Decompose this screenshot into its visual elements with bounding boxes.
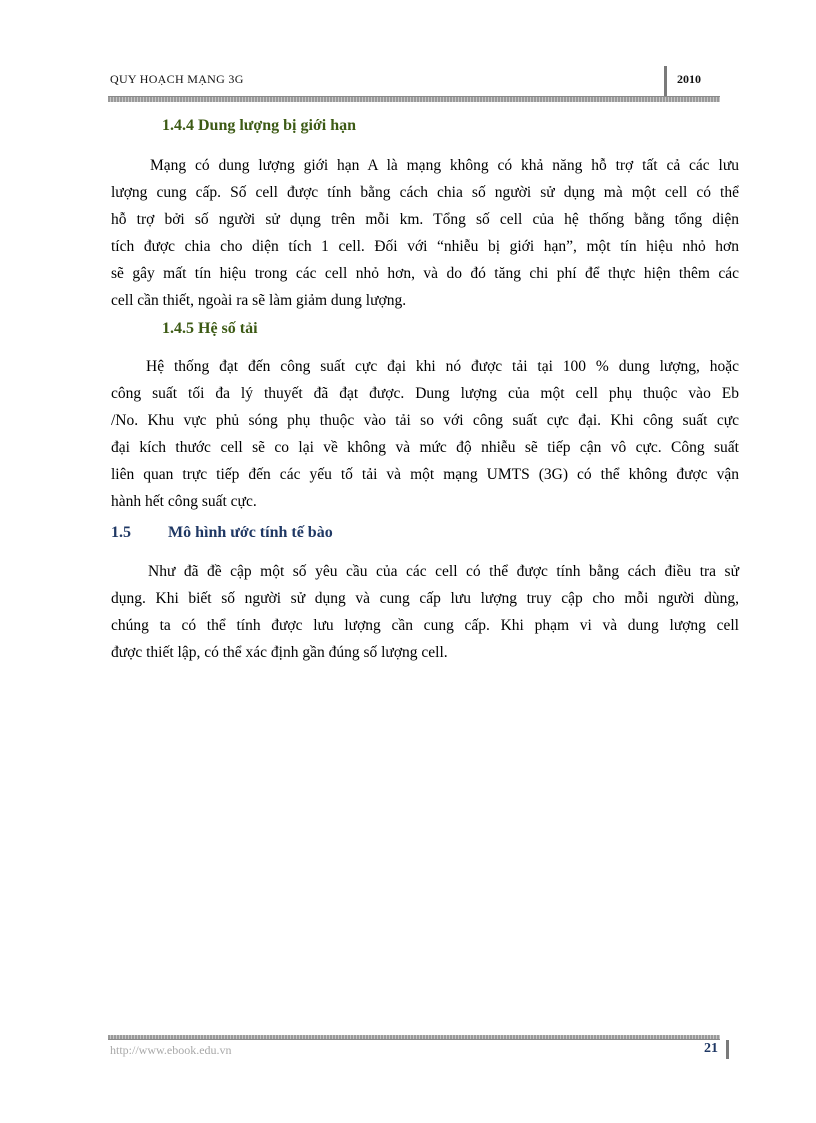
text-line: sẽ gây mất tín hiệu trong các cell nhỏ hơn, và do đó tăng chi phí để thực hiện thêm các — [111, 265, 739, 282]
text-line: được thiết lập, có thể xác định gần đúng số lượng cell. — [111, 644, 448, 661]
text-line: Như đã đề cập một số yêu cầu của các cell có thể được tính bằng cách điều tra sử — [148, 563, 739, 580]
text-line: lượng cung cấp. Số cell được tính bằng cách chia số người sử dụng mà một cell có thể — [111, 184, 739, 201]
text-line: hành hết công suất cực. — [111, 493, 257, 510]
section-number: 1.5 — [111, 524, 131, 541]
text-line: công suất tối đa lý thuyết đã đạt được. Dung lượng của một cell phụ thuộc vào Eb — [111, 385, 739, 402]
section-heading-1-5 — [111, 524, 333, 542]
paragraph-1-4-5 — [111, 353, 739, 515]
text-line: chúng ta có thể tính được lưu lượng cần cung cấp. Khi phạm vi và dung lượng cell — [111, 617, 739, 634]
text-line: Hệ thống đạt đến công suất cực đại khi nó được tải tại 100 % dung lượng, hoặc — [146, 358, 739, 375]
text-line: đại kích thước cell sẽ co lại về không và mức độ nhiễu sẽ tiếp cận vô cực. Công suất — [111, 439, 739, 456]
footer-rule — [108, 1035, 720, 1040]
text-line: cell cần thiết, ngoài ra sẽ làm giảm dung lượng. — [111, 292, 407, 309]
section-title: Mô hình ước tính tế bào — [168, 524, 333, 541]
footer-divider — [726, 1040, 729, 1059]
text-line: dụng. Khi biết số người sử dụng và cung cấp lưu lượng truy cập cho mỗi người dùng, — [111, 590, 739, 607]
section-heading-1-4-5: 1.4.5 Hệ số tải — [162, 320, 258, 337]
footer-url: http://www.ebook.edu.vn — [110, 1043, 232, 1057]
header-rule — [108, 96, 720, 102]
text-line: Mạng có dung lượng giới hạn A là mạng không có khả năng hỗ trợ tất cả các lưu — [150, 157, 739, 174]
text-line: hỗ trợ bởi số người sử dụng trên mỗi km. Tổng số cell của hệ thống bằng tổng diện — [111, 211, 739, 228]
running-header-year: 2010 — [677, 72, 701, 86]
header-divider — [664, 66, 667, 96]
section-heading-1-4-4: 1.4.4 Dung lượng bị giới hạn — [162, 117, 357, 134]
text-line: liên quan trực tiếp đến các yếu tố tải và một mạng UMTS (3G) có thể không được vận — [111, 466, 739, 483]
page-number: 21 — [704, 1041, 718, 1056]
paragraph-1-5 — [111, 558, 739, 666]
text-line: tích được chia cho diện tích 1 cell. Đối với “nhiễu bị giới hạn”, một tín hiệu nhỏ hơn — [111, 238, 739, 255]
text-line: /No. Khu vực phủ sóng phụ thuộc vào tải so với công suất cực đại. Khi công suất cực — [111, 412, 739, 429]
paragraph-1-4-4 — [111, 152, 739, 314]
running-header-title: QUY HOẠCH MẠNG 3G — [110, 72, 244, 86]
